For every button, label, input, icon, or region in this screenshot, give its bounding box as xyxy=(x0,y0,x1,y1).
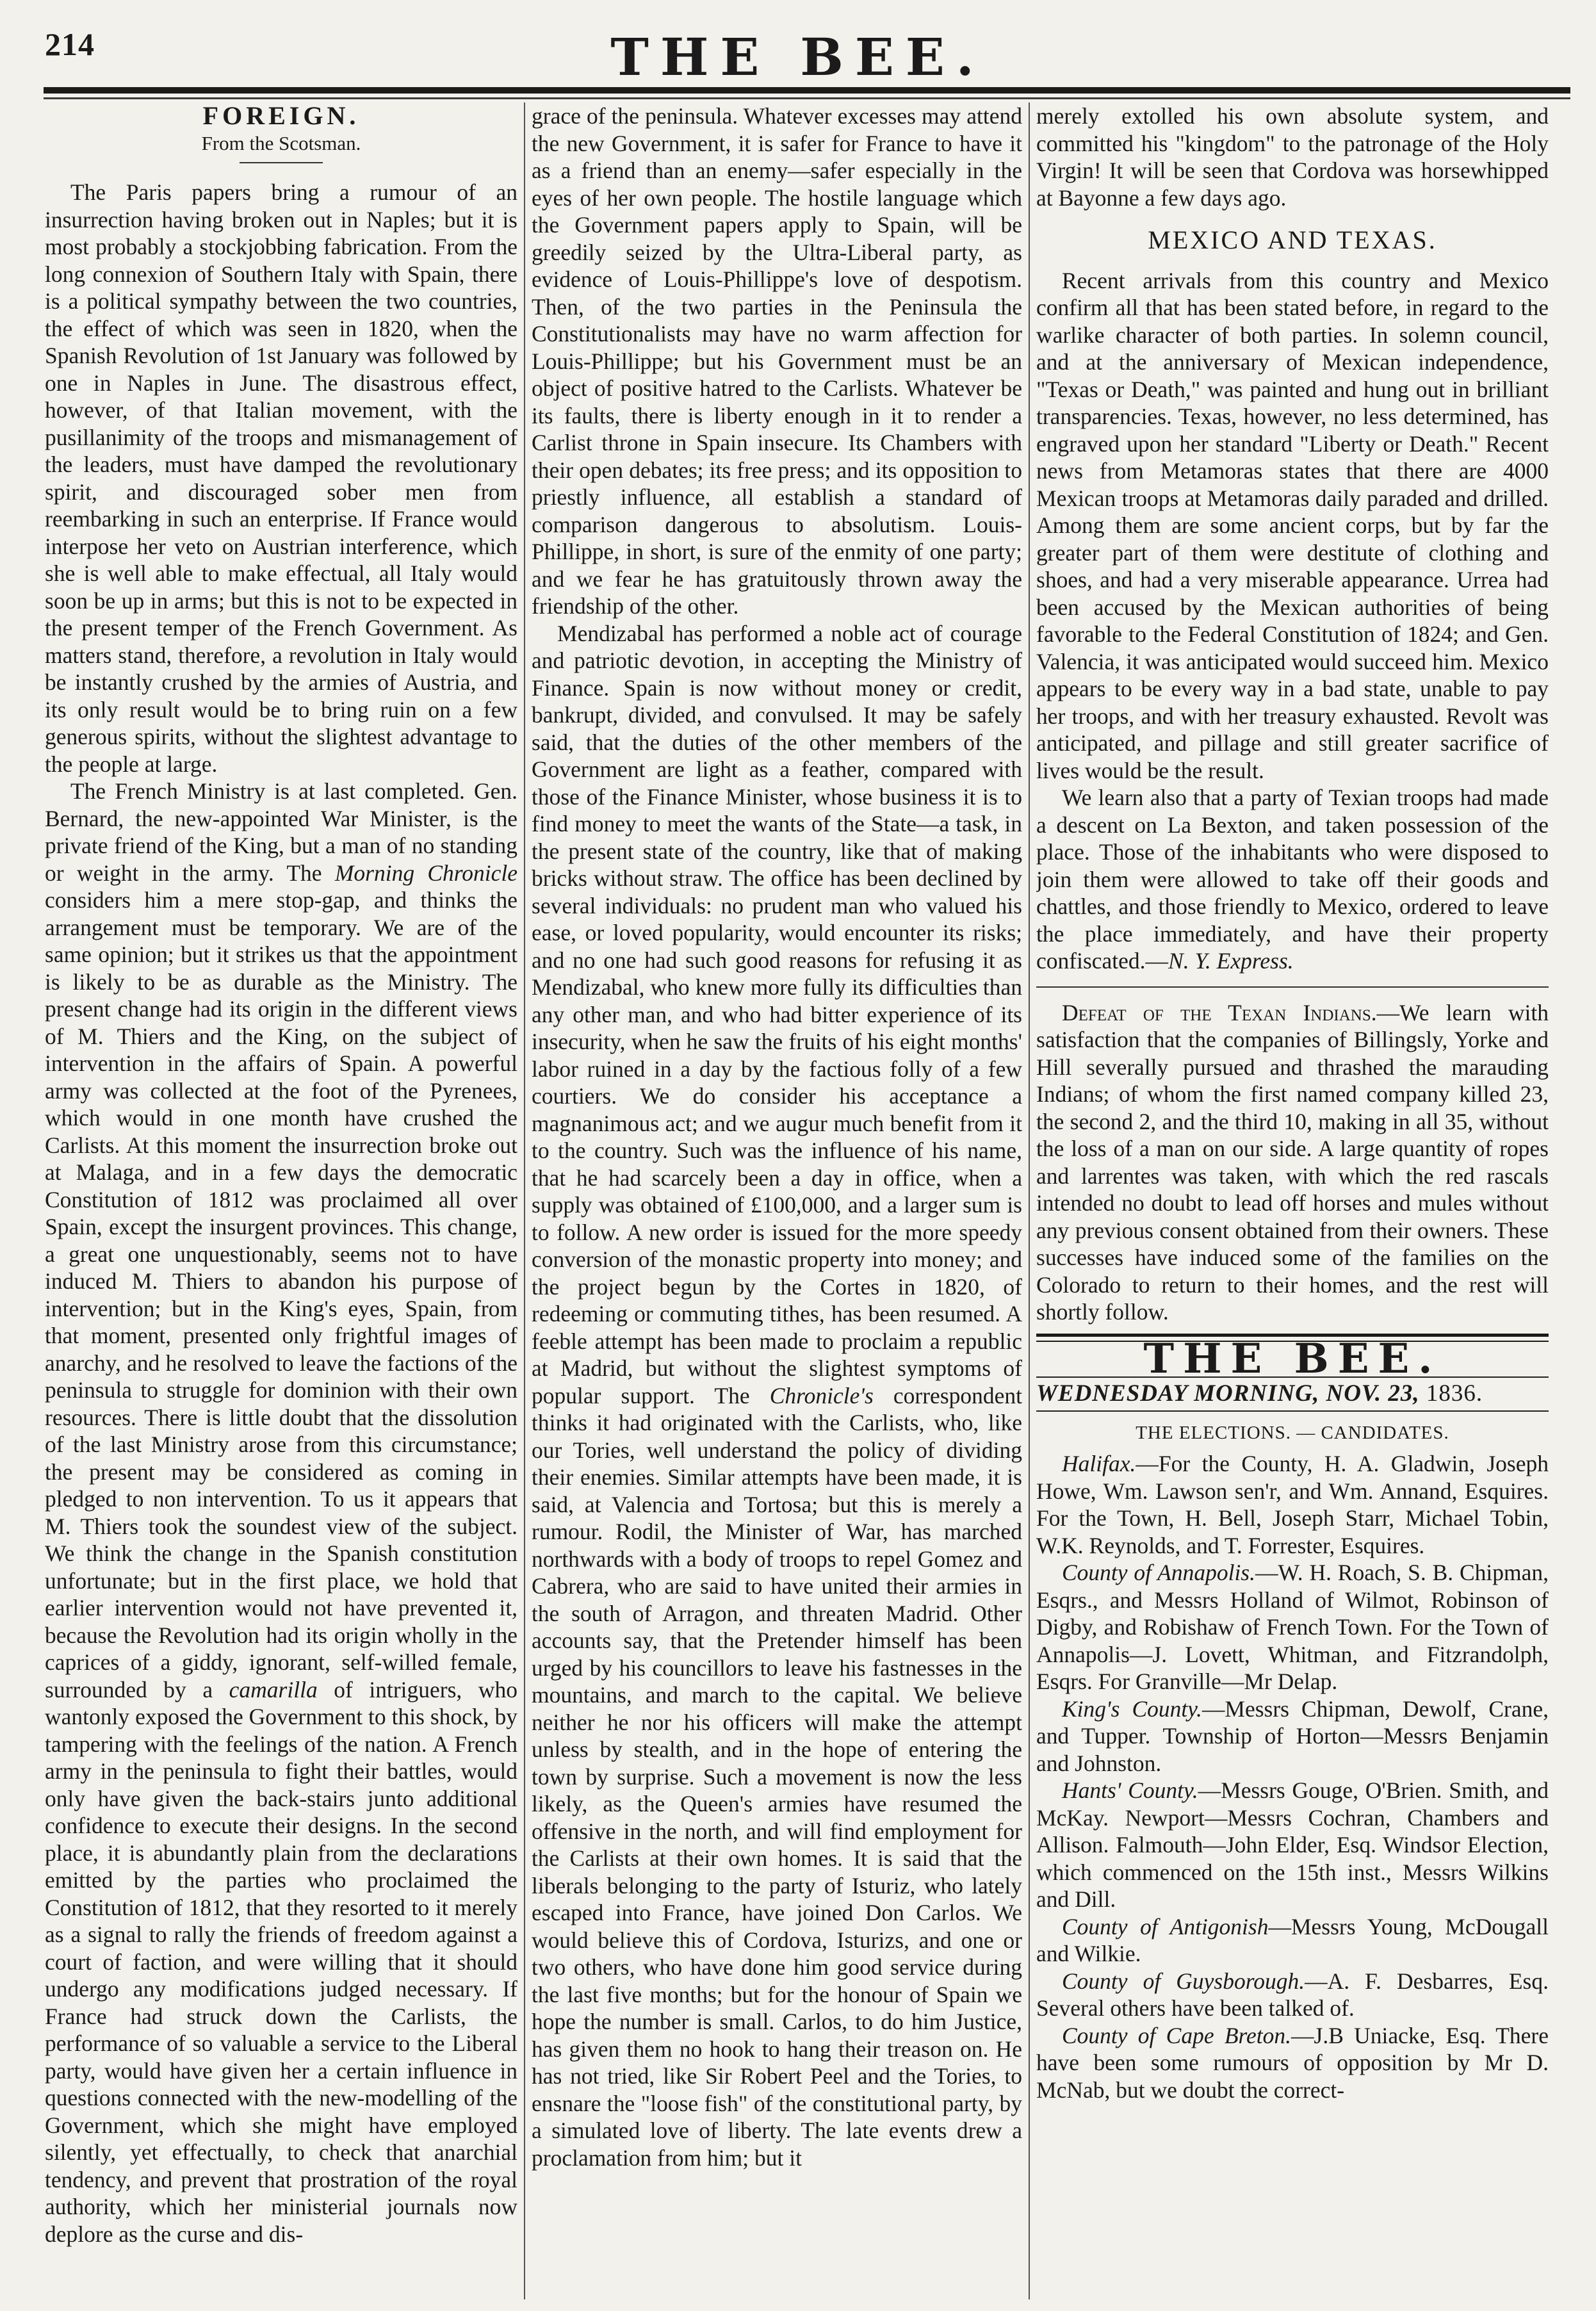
divider xyxy=(1036,986,1549,988)
article-paragraph: The Paris papers bring a rumour of an insurrection having broken out in Naples; but it is most probably a stockjobbing fabrication. From the long connexion of Southern Italy with Spain, there is a political sympathy between the two countries, the effect of which was seen in 1820, when the Spanish Revolution of 1st January was followed by one in Naples in June. The disastrous effect, however, of that Italian movement, with the pusillanimity of the troops and mismanagement of the leaders, must have damped the revolutionary spirit, and discouraged sober men from reembarking in such an enterprise. If France would interpose her veto on Austrian interference, which she is well able to make effectual, all Italy would soon be up in arms; but this is not to be expected in the present temper of the French Government. As matters stand, therefore, a revolution in Italy would be instantly crushed by the armies of Austria, and its only result would be to bring ruin on a few generous spirits, without the slightest advantage to the people at large. xyxy=(45,179,517,777)
column-divider xyxy=(524,102,525,2299)
column-1 xyxy=(45,102,517,2299)
emphasis: camarilla xyxy=(229,1676,318,1703)
list-item xyxy=(1036,2022,1549,2104)
text-run: —Messrs Young, McDougall and Wilkie. xyxy=(1036,1913,1549,1966)
article-paragraph xyxy=(1036,999,1549,1326)
dateline xyxy=(1036,1376,1549,1412)
list-item xyxy=(1036,1968,1549,2022)
article-title: THE ELECTIONS. — CANDIDATES. xyxy=(1136,1422,1449,1443)
text-run: —Messrs Chipman, Dewolf, Crane, and Tupper. Township of Horton—Messrs Benjamin and Johnston. xyxy=(1036,1695,1549,1776)
text-run: —Messrs Gouge, O'Brien. Smith, and McKay. Newport—Messrs Cochran, Chambers and Allison. Falmouth—John Elder, Esq. Windsor Election, which commenced on the 15th inst., Messrs Wilkins and Dill. xyxy=(1036,1777,1549,1912)
article-paragraph xyxy=(532,620,1022,2172)
text-run: —A. F. Desbarres, Esq. Several others have been talked of. xyxy=(1036,1968,1549,2021)
district-name: County of Guysborough. xyxy=(1062,1968,1305,1994)
district-name: County of Antigonish xyxy=(1062,1913,1269,1939)
article-paragraph: merely extolled his own absolute system, and committed his "kingdom" to the patronage of the Holy Virgin! It will be seen that Cordova was horsewhipped at Bayonne a few days ago. xyxy=(1036,103,1549,211)
district-name: Halifax. xyxy=(1062,1451,1136,1476)
text-run: The French Ministry is at last completed. Gen. Bernard, the new-appointed War Minister, is the private friend of the King, but a man of no standing or weight in the army. The xyxy=(45,778,517,886)
text-run: We learn also that a party of Texian troops had made a descent on La Bexton, and taken possession of the place. Those of the inhabitants who were disposed to join them were allowed to take off their goods and chattles, and those friendly to Mexico, ordered to leave the place immediately, and have their property confiscated.— xyxy=(1036,785,1549,974)
list-item xyxy=(1036,1913,1549,1968)
page-number: 214 xyxy=(45,26,95,62)
header-rule xyxy=(44,87,1570,94)
dateline-text: WEDNESDAY MORNING, NOV. 23, xyxy=(1036,1380,1420,1407)
district-name: County of Cape Breton. xyxy=(1062,2022,1291,2048)
article-paragraph xyxy=(45,778,517,2248)
text-run: Mendizabal has performed a noble act of courage and patriotic devotion, in accepting the Ministry of Finance. Spain is now without money or credit, bankrupt, divided, and convulsed. It may be safely said, that the duties of the other members of the Government are light as a feather, compared with those of the Finance Minister, whose business it is to find money to meet the wants of the State—a task, in the present state of the country, like that of making bricks without straw. The office has been declined by several individuals: no prudent man who valued his ease, or loved popularity, would encounter its risks; and no one had such good reasons for refusing it as Mendizabal, who knew more fully its difficulties than any other man, and who had bitter experience of its insecurity, when he saw the fruits of his eight months' labor ruined in a day by the factious folly of a few courtiers. We do consider his acceptance a magnanimous act; and we augur much benefit from it to the country. Such was the influence of his name, that he had scarcely been a day in office, when a supply was obtained of £100,000, and a larger sum is to follow. A new order is issued for the more speedy conversion of the monastic property into money; and the project begun by the Cortes in 1820, of redeeming or commuting tithes, has been resumed. A feeble attempt has been made to proclaim a republic at Madrid, but without the slightest symptoms of popular support. The xyxy=(532,620,1022,1409)
dateline-year: 1836. xyxy=(1426,1380,1483,1407)
text-run: considers him a mere stop-gap, and thinks the arrangement must be temporary. We are of the same opinion; but it strikes us that the appointment is likely to be as durable as the Ministry. The present change had its origin in the different views of M. Thiers and the King, on the subject of intervention in the affairs of Spain. A powerful army was collected at the foot of the Pyrenees, which would in one month have crushed the Carlists. At this moment the insurrection broke out at Malaga, and in a few days the democratic Constitution of 1812 was proclaimed all over Spain, except the insurgent provinces. This change, a great one unquestionably, seems not to have induced M. Thiers to abandon his purpose of intervention; but in the King's eyes, Spain, from that moment, presented only frightful images of anarchy, and he resolved to leave the factions of the peninsula to struggle for dominion with their own resources. There is little doubt that the dissolution of the last Ministry arose from this circumstance; the present may be considered as coming in pledged to non intervention. To us it appears that M. Thiers took the soundest view of the subject. We think the change in the Spanish constitution unfortunate; but in the first place, we hold that earlier intervention would not have prevented it, because the Revolution had its origin wholly in the caprices of a giddy, ignorant, self-willed female, surrounded by a xyxy=(45,887,517,1703)
text-run: —We learn with satisfaction that the companies of Billingsly, Yorke and Hill severally pursued and thrashed the marauding Indians; of whom the first named company killed 23, the second 2, and the third 10, making in all 35, without the loss of a man on our side. A large quantity of ropes and larrentes was taken, with which the red rascals intended no doubt to lead off horses and mules without any previous consent obtained from their owners. These successes have induced some of the families on the Colorado to return to their homes, and the rest will shortly follow. xyxy=(1036,999,1549,1325)
newspaper-name: Morning Chronicle xyxy=(334,860,517,886)
list-item xyxy=(1036,1450,1549,1559)
column-3 xyxy=(1036,102,1549,2299)
text-run: of intriguers, who wantonly exposed the Government to this shock, by tampering with the feelings of the nation. A French army in the peninsula to fight their battles, would only have given the back-stairs junto additional confidence to execute their designs. In the second place, it is abundantly plain from the declarations emitted by the parties who proclaimed the Constitution of 1812, that they resorted to it merely as a signal to rally the friends of freedom against a court of faction, and were willing that it should undergo any modifications judged necessary. If France had struck down the Carlists, the performance of so valuable a service to the Liberal party, would have given her a certain influence in questions connected with the new-modelling of the Government, which she might have employed silently, yet effectually, to check that anarchial tendency, and prevent that prostration of the royal authority, which her ministerial journals now deplore as the curse and dis- xyxy=(45,1676,517,2247)
section-subtitle: From the Scotsman. xyxy=(201,131,361,154)
district-name: Hants' County. xyxy=(1062,1777,1198,1803)
article-paragraph: Recent arrivals from this country and Mexico confirm all that has been stated before, in regard to the warlike character of both parties. In solemn council, and at the anniversary of Mexican independence, "Texas or Death," was painted and hung out in brilliant transparencies. Texas, however, no less determined, has engraved upon her standard "Liberty or Death." Recent news from Metamoras states that there are 4000 Mexican troops at Metamoras daily paraded and drilled. Among them are some ancient corps, but by far the greater part of them were destitute of clothing and shoes, and had a very miserable appearance. Urrea had been accused by the Mexican authorities of being favorable to the Federal Constitution of 1824; and Gen. Valencia, it was anticipated would succeed him. Mexico appears to be every way in a bad state, unable to pay her troops, and with her treasury exhausted. Revolt was anticipated, and pillage and still greater sacrifice of lives would be the result. xyxy=(1036,267,1549,783)
list-item xyxy=(1036,1695,1549,1777)
list-item xyxy=(1036,1559,1549,1695)
list-item xyxy=(1036,1777,1549,1913)
divider xyxy=(240,162,323,163)
text-run: —W. H. Roach, S. B. Chipman, Esqrs., and Messrs Holland of Wilmot, Robinson of Digby, and Robishaw of French Town. For the Town of Annapolis—J. Lovett, Whitman, and Fitzrandolph, Esqrs. For Granville—Mr Delap. xyxy=(1036,1560,1549,1694)
article-title: Defeat of the Texan Indians. xyxy=(1062,999,1377,1025)
editorial-masthead: THE BEE. xyxy=(1143,1334,1442,1383)
section-title: FOREIGN. xyxy=(202,102,360,130)
district-name: County of Annapolis. xyxy=(1062,1560,1256,1585)
text-run: —J.B Uniacke, Esq. There have been some rumours of opposition by Mr D. McNab, but we doubt the correct- xyxy=(1036,2022,1549,2103)
district-name: King's County. xyxy=(1062,1695,1202,1722)
article-paragraph: grace of the peninsula. Whatever excesses may attend the new Government, it is safer for France to have it as a friend than an enemy—safer especially in the eyes of her own people. The hostile language which the Government papers apply to Spain, will be greedily seized by the Ultra-Liberal party, as evidence of Louis-Phillippe's love of despotism. Then, of the two parties in the Peninsula the Constitutionalists may have no warm affection for Louis-Phillippe; but his Government must be an object of positive hatred to the Carlists. Whatever be its faults, there is liberty enough in it to render a Carlist throne in Spain insecure. Its Chambers with their open debates; its free press; and its opposition to priestly influence, all establish a standard of comparison dangerous to absolutism. Louis-Phillippe, in short, is sure of the enmity of one party; and we fear he has gratuitously thrown away the friendship of the other. xyxy=(532,103,1022,619)
header-rule-thin xyxy=(44,97,1570,99)
column-2 xyxy=(532,102,1022,2299)
article-paragraph xyxy=(1036,784,1549,975)
newspaper-name: Chronicle's xyxy=(769,1382,874,1409)
column-divider xyxy=(1029,102,1030,2299)
text-run: —For the County, H. A. Gladwin, Joseph Howe, Wm. Lawson sen'r, and Wm. Annand, Esquires. For the Town, H. Bell, Joseph Starr, Michael Tobin, W.K. Reynolds, and T. Forrester, Esquires. xyxy=(1036,1451,1549,1558)
article-title: MEXICO AND TEXAS. xyxy=(1148,225,1437,254)
source-credit: N. Y. Express. xyxy=(1168,948,1294,974)
text-run: correspondent thinks it had originated with the Carlists, who, like our Tories, well understand the policy of dividing their enemies. Similar attempts have been made, it is said, at Valencia and Tortosa; but this is merely a rumour. Rodil, the Minister of War, has marched northwards with a body of troops to repel Gomez and Cabrera, who are said to have united their armies in the south of Arragon, and threaten Madrid. Other accounts say, that the Pretender himself has been urged by his councillors to leave his fastnesses in the mountains, and march to the capital. We believe neither he nor his officers will make the attempt unless by stealth, and in the hope of entering the town by surprise. Such a movement is now the less likely, as the Queen's armies have resumed the offensive in the north, and will find employment for the Carlists at their own homes. It is said that the liberals belonging to the party of Isturiz, who lately escaped into France, have joined Don Carlos. We would believe this of Cordova, Isturizs, and one or two others, who have done him good service during the last five months; but for the honour of Spain we hope the number is small. Carlos, to do him Justice, has given them no hook to hang their treason on. He has not tried, like Sir Robert Peel and the Tories, to ensnare the "loose fish" of the constitutional party, by a simulated love of liberty. The late events drew a proclamation from him; but it xyxy=(532,1382,1022,2171)
masthead: THE BEE. xyxy=(610,27,986,87)
